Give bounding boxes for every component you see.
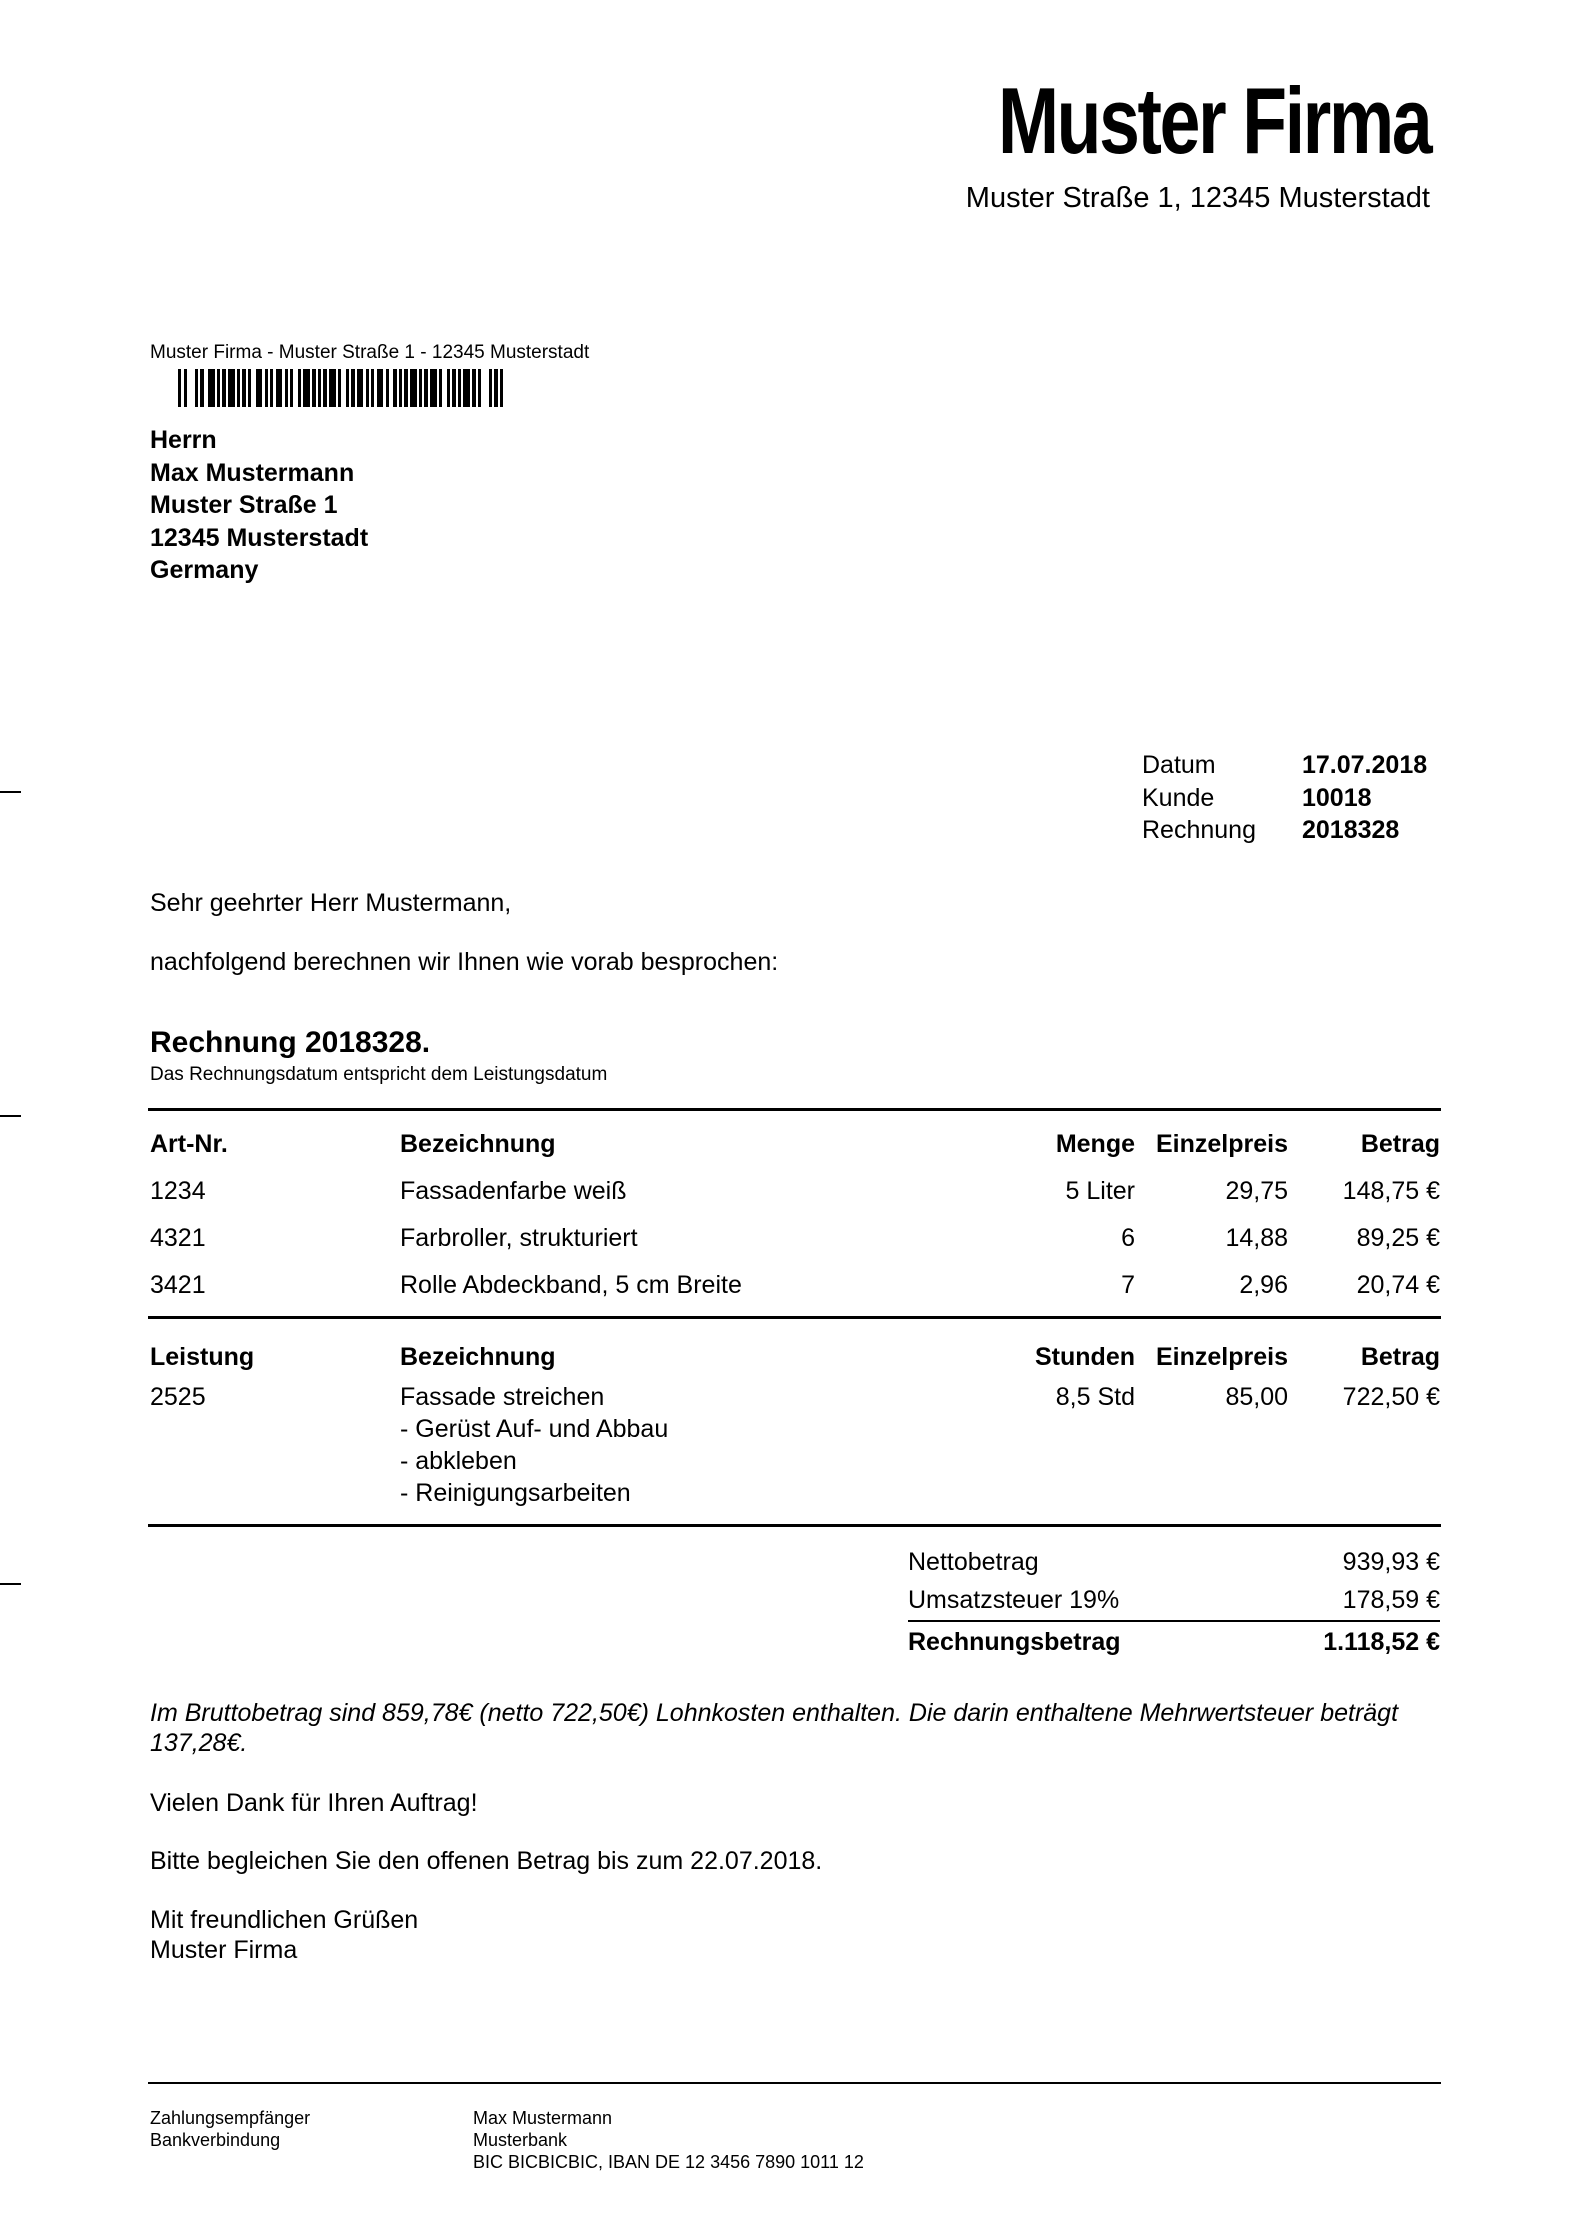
closing-signature: Muster Firma (150, 1936, 298, 1964)
table-row (150, 1381, 1440, 1413)
footer-labels (150, 2107, 310, 2151)
total-row (908, 1623, 1440, 1661)
barcode-icon (178, 369, 503, 407)
col-header-amount: Betrag (1360, 1343, 1440, 1371)
meta-label: Datum (1142, 751, 1216, 779)
cell-quantity: 6 (1121, 1224, 1135, 1252)
cell-quantity: 7 (1121, 1271, 1135, 1299)
fold-mark-bottom (0, 1583, 21, 1585)
invoice-subtitle: Das Rechnungsdatum entspricht dem Leistungsdatum (150, 1064, 608, 1085)
cell-unit-price: 2,96 (1239, 1271, 1288, 1299)
col-header-service: Leistung (150, 1343, 255, 1371)
cell-art-nr: 1234 (150, 1177, 206, 1205)
meta-value: 17.07.2018 (1302, 751, 1428, 779)
col-header-description: Bezeichnung (400, 1130, 556, 1158)
col-header-hours: Stunden (1035, 1343, 1135, 1371)
service-detail-line: - abkleben (400, 1447, 517, 1475)
footer-payee-name: Max Mustermann (473, 2108, 613, 2128)
cell-description: Fassadenfarbe weiß (400, 1177, 627, 1205)
cell-hours: 8,5 Std (1055, 1383, 1135, 1411)
footer-label-payee: Zahlungsempfänger (150, 2108, 311, 2128)
footer-rule (148, 2082, 1441, 2084)
cell-quantity: 5 Liter (1065, 1177, 1135, 1205)
meta-customer (1142, 782, 1427, 815)
totals-block (908, 1543, 1440, 1661)
tax-row (908, 1581, 1440, 1619)
col-header-quantity: Menge (1055, 1130, 1135, 1158)
greeting: Sehr geehrter Herr Mustermann, (150, 889, 512, 917)
table-bottom-rule (148, 1524, 1441, 1527)
footer-label-bank: Bankverbindung (150, 2130, 281, 2150)
table-top-rule (148, 1108, 1441, 1111)
services-header-row (150, 1341, 1440, 1373)
cell-amount: 89,25 € (1356, 1224, 1440, 1252)
meta-date (1142, 749, 1427, 782)
table-row (150, 1175, 1440, 1207)
cell-unit-price: 85,00 (1225, 1383, 1288, 1411)
net-amount-row (908, 1543, 1440, 1581)
footer-bank-details: BIC BICBICBIC, IBAN DE 12 3456 7890 1011 12 (473, 2152, 864, 2172)
meta-value: 2018328 (1302, 816, 1400, 844)
company-logo-title: Muster Firma (997, 68, 1430, 173)
cell-description: Rolle Abdeckband, 5 cm Breite (400, 1271, 742, 1299)
meta-invoice-number (1142, 814, 1427, 847)
col-header-description: Bezeichnung (400, 1343, 556, 1371)
recipient-name: Max Mustermann (150, 458, 355, 487)
meta-label: Rechnung (1142, 816, 1256, 844)
meta-label: Kunde (1142, 783, 1215, 812)
footer-bank-name: Musterbank (473, 2130, 568, 2150)
recipient-street: Muster Straße 1 (150, 491, 338, 519)
footer-values (473, 2107, 864, 2173)
invoice-meta (1142, 749, 1427, 847)
recipient-city: 12345 Musterstadt (150, 523, 369, 552)
cell-art-nr: 3421 (150, 1271, 206, 1299)
tax-label: Umsatzsteuer 19% (908, 1586, 1120, 1614)
table-middle-rule (148, 1316, 1441, 1319)
cell-art-nr: 4321 (150, 1224, 206, 1252)
total-value: 1.118,52 € (1323, 1628, 1440, 1656)
table-row (150, 1269, 1440, 1301)
recipient-salutation: Herrn (150, 426, 217, 454)
invoice-heading: Rechnung 2018328. (150, 1026, 431, 1059)
total-label: Rechnungsbetrag (908, 1628, 1121, 1656)
cell-description: Farbroller, strukturiert (400, 1224, 638, 1252)
fold-mark-middle (0, 1115, 21, 1117)
labor-cost-note: Im Bruttobetrag sind 859,78€ (netto 722,50€) Lohnkosten enthalten. Die darin enthaltene Mehrwertsteuer beträgt 137,28€. (150, 1699, 1399, 1757)
sender-return-address: Muster Firma - Muster Straße 1 - 12345 Musterstadt (150, 342, 590, 363)
articles-header-row (150, 1128, 1440, 1160)
recipient-country: Germany (150, 556, 259, 584)
col-header-art-nr: Art-Nr. (150, 1130, 228, 1158)
net-amount-label: Nettobetrag (908, 1548, 1039, 1576)
col-header-unit-price: Einzelpreis (1156, 1130, 1288, 1158)
cell-amount: 722,50 € (1342, 1383, 1440, 1411)
payment-request: Bitte begleichen Sie den offenen Betrag bis zum 22.07.2018. (150, 1847, 823, 1875)
service-detail-line: - Reinigungsarbeiten (400, 1479, 631, 1507)
cell-service-nr: 2525 (150, 1383, 206, 1411)
closing-greeting: Mit freundlichen Grüßen (150, 1906, 419, 1934)
col-header-amount: Betrag (1360, 1130, 1440, 1158)
net-amount-value: 939,93 € (1342, 1548, 1440, 1576)
table-row (150, 1222, 1440, 1254)
fold-mark-top (0, 791, 21, 793)
company-address: Muster Straße 1, 12345 Musterstadt (965, 182, 1430, 214)
totals-divider (908, 1620, 1440, 1622)
cell-amount: 20,74 € (1356, 1271, 1440, 1299)
cell-description: Fassade streichen (400, 1383, 605, 1411)
thanks-text: Vielen Dank für Ihren Auftrag! (150, 1789, 478, 1817)
cell-unit-price: 14,88 (1225, 1224, 1288, 1252)
recipient-address (150, 424, 368, 587)
meta-value: 10018 (1302, 783, 1372, 812)
cell-unit-price: 29,75 (1225, 1177, 1288, 1205)
service-detail-line: - Gerüst Auf- und Abbau (400, 1415, 669, 1443)
tax-value: 178,59 € (1342, 1586, 1440, 1614)
col-header-unit-price: Einzelpreis (1156, 1343, 1288, 1371)
cell-amount: 148,75 € (1342, 1177, 1440, 1205)
intro-text: nachfolgend berechnen wir Ihnen wie vorab besprochen: (150, 948, 779, 976)
